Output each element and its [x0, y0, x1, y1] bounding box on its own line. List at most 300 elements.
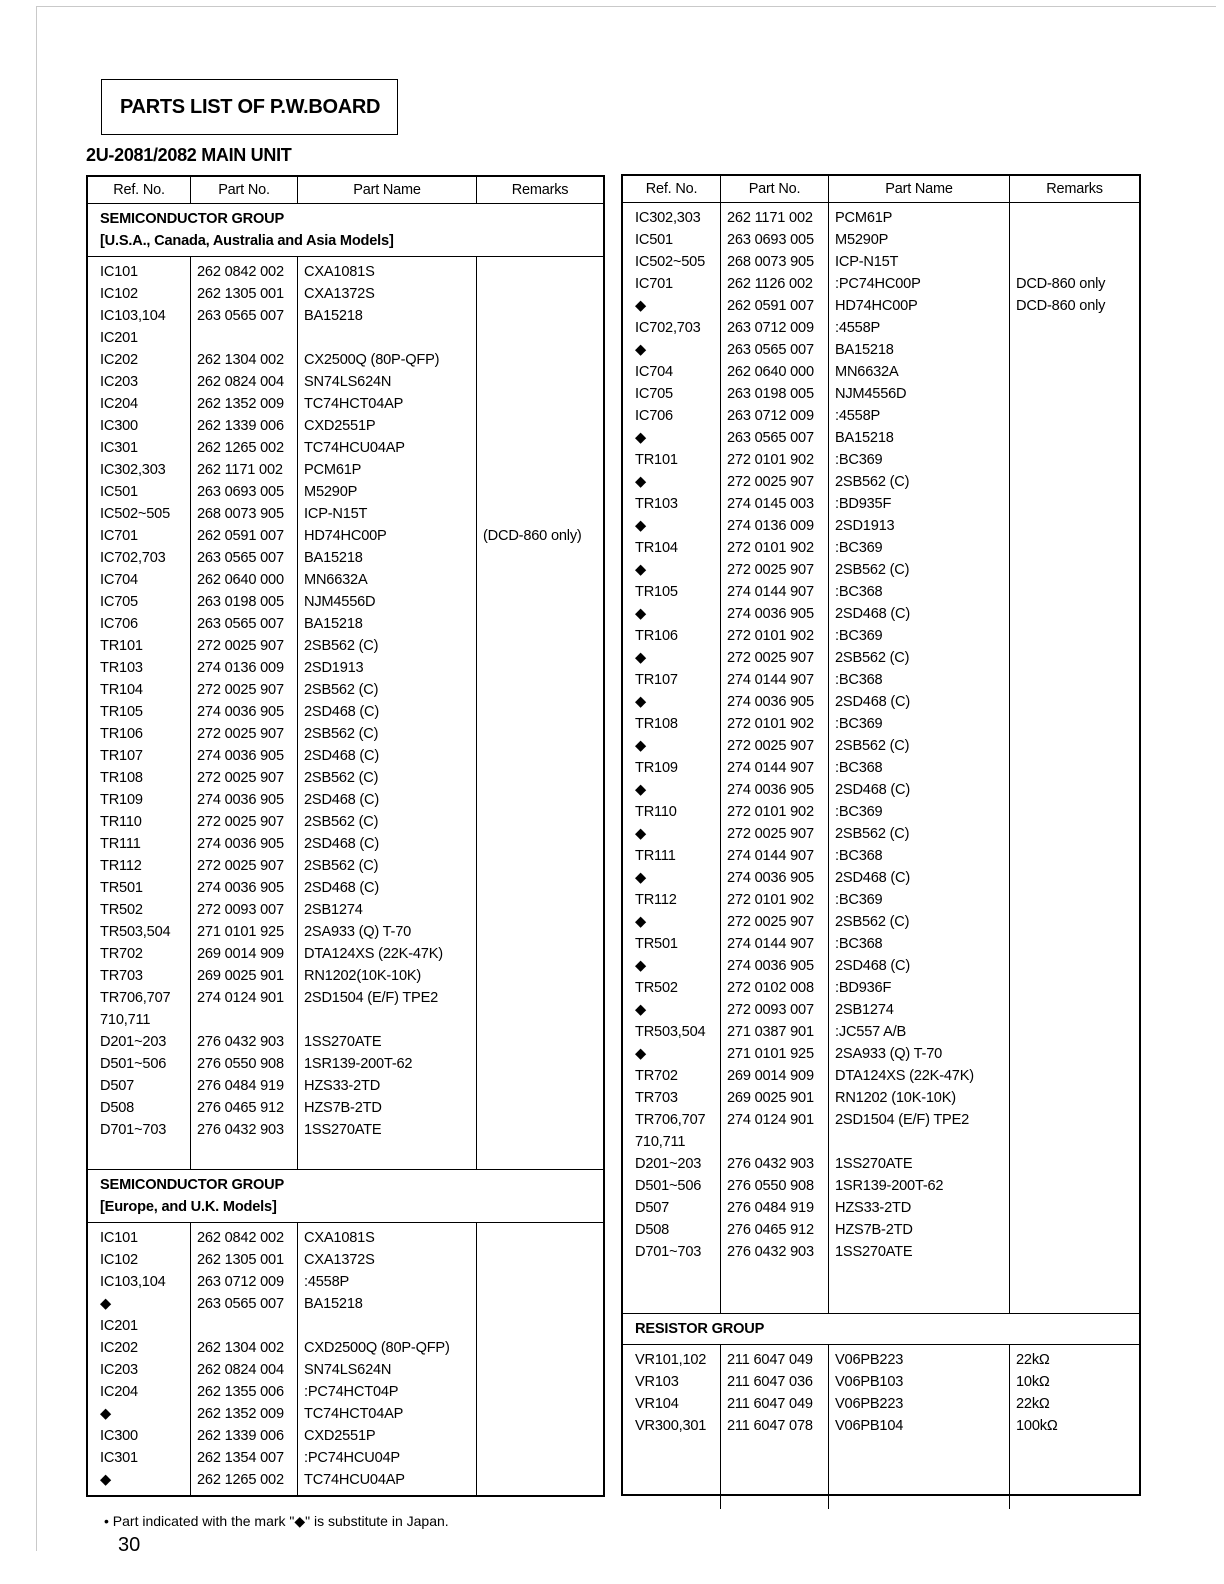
ref-no-cell: TR501: [100, 880, 143, 896]
ref-no-cell: IC706: [635, 408, 673, 424]
remarks-cell: [1010, 1109, 1139, 1131]
part-no-cell: 274 0144 907: [727, 936, 814, 952]
part-name-cell: [829, 1285, 1009, 1307]
section-heading-line: SEMICONDUCTOR GROUP: [100, 211, 285, 227]
part-name-cell: :PC74HC00P: [835, 276, 921, 292]
remarks-cell: [1010, 449, 1139, 471]
part-no-cell: 269 0025 901: [727, 1090, 814, 1106]
part-name-cell: PCM61P: [835, 210, 893, 226]
ref-no-cell: TR107: [100, 748, 143, 764]
ref-no-cell: TR112: [635, 892, 677, 908]
remarks-cell: [477, 1031, 603, 1053]
part-name-cell: RN1202 (10K-10K): [835, 1090, 956, 1106]
part-name-cell: :BC368: [835, 848, 883, 864]
ref-no-cell: ◆: [635, 694, 647, 710]
ref-no-cell: IC101: [100, 1230, 138, 1246]
ref-no-cell: IC300: [100, 418, 138, 434]
remarks-cell: [477, 1381, 603, 1403]
part-name-cell: 2SB562 (C): [304, 726, 379, 742]
remarks-cell: [477, 569, 603, 591]
part-name-cell: :4558P: [304, 1274, 350, 1290]
part-name-cell: 1SS270ATE: [304, 1034, 382, 1050]
ref-no-cell: 710,711: [635, 1134, 686, 1150]
part-name-cell: CXD2551P: [304, 1428, 376, 1444]
ref-no-cell: D508: [100, 1100, 135, 1116]
part-name-cell: ICP-N15T: [835, 254, 899, 270]
remarks-cell: [477, 745, 603, 767]
part-name-cell: :BD935F: [835, 496, 892, 512]
part-name-cell: BA15218: [304, 550, 363, 566]
ref-no-cell: IC501: [100, 484, 138, 500]
ref-no-cell: [623, 1437, 720, 1459]
remarks-cell: [477, 283, 603, 305]
remarks-cell: [1010, 1241, 1139, 1263]
remarks-cell: [477, 965, 603, 987]
remarks-cell: [1010, 1175, 1139, 1197]
ref-no-cell: [88, 1141, 190, 1163]
part-no-cell: 272 0093 007: [197, 902, 284, 918]
ref-no-cell: VR104: [635, 1396, 679, 1412]
remarks-cell: [477, 1053, 603, 1075]
part-no-cell: 272 0025 907: [727, 474, 814, 490]
part-name-cell: CXA1372S: [304, 1252, 375, 1268]
section-heading-line: SEMICONDUCTOR GROUP: [100, 1177, 285, 1193]
part-no-cell: 272 0025 907: [197, 770, 284, 786]
ref-no-cell: ◆: [100, 1472, 112, 1488]
remarks-cell: [477, 1075, 603, 1097]
ref-no-cell: IC706: [100, 616, 138, 632]
remarks-cell: [477, 1119, 603, 1141]
remarks-cell: [477, 789, 603, 811]
part-name-cell: V06PB104: [835, 1418, 904, 1434]
ref-no-cell: [623, 1459, 720, 1481]
parts-table-right: [621, 174, 1141, 1496]
part-no-cell: 271 0101 925: [197, 924, 284, 940]
ref-no-cell: IC203: [100, 374, 138, 390]
ref-no-cell: IC502~505: [100, 506, 171, 522]
part-name-cell: M5290P: [835, 232, 889, 248]
remarks-cell: [1010, 537, 1139, 559]
part-no-cell: 211 6047 049: [727, 1396, 813, 1412]
part-name-cell: HD74HC00P: [835, 298, 918, 314]
part-no-cell: 272 0025 907: [727, 738, 814, 754]
part-no-cell: [721, 1437, 828, 1459]
part-name-cell: 2SB562 (C): [835, 650, 910, 666]
table-header: [88, 177, 603, 204]
remarks-cell: DCD-860 only: [1016, 276, 1106, 292]
part-no-cell: 271 0387 901: [727, 1024, 814, 1040]
ref-no-cell: TR702: [100, 946, 143, 962]
section-heading: [88, 1169, 603, 1223]
ref-no-cell: IC301: [100, 440, 138, 456]
part-name-cell: :BC368: [835, 584, 883, 600]
remarks-cell: [1010, 1065, 1139, 1087]
part-no-cell: 272 0025 907: [727, 914, 814, 930]
part-name-cell: 2SB562 (C): [304, 770, 379, 786]
part-name-cell: :PC74HCU04P: [304, 1450, 400, 1466]
part-name-cell: HZS33-2TD: [835, 1200, 912, 1216]
part-no-cell: 262 1305 001: [197, 1252, 284, 1268]
part-no-cell: 272 0093 007: [727, 1002, 814, 1018]
column: [191, 257, 298, 1169]
remarks-cell: [477, 811, 603, 833]
ref-no-cell: ◆: [635, 1046, 647, 1062]
part-no-cell: 272 0101 902: [727, 452, 814, 468]
ref-no-cell: IC701: [635, 276, 673, 292]
remarks-cell: [477, 855, 603, 877]
remarks-cell: [1010, 1285, 1139, 1307]
part-no-cell: 276 0550 908: [197, 1056, 284, 1072]
ref-no-cell: IC705: [100, 594, 138, 610]
ref-no-cell: TR501: [635, 936, 678, 952]
ref-no-cell: [623, 1263, 720, 1285]
part-name-cell: 2SB562 (C): [835, 562, 910, 578]
part-no-cell: 274 0144 907: [727, 848, 814, 864]
part-no-cell: 269 0014 909: [197, 946, 284, 962]
part-name-cell: 2SD1504 (E/F) TPE2: [304, 990, 439, 1006]
remarks-cell: [477, 767, 603, 789]
ref-no-cell: TR108: [100, 770, 143, 786]
part-no-cell: 272 0025 907: [727, 562, 814, 578]
remarks-cell: [1010, 625, 1139, 647]
remarks-cell: [477, 1469, 603, 1491]
part-name-cell: CXA1372S: [304, 286, 375, 302]
ref-no-cell: TR101: [100, 638, 143, 654]
part-no-cell: 262 1305 001: [197, 286, 284, 302]
remarks-cell: [477, 591, 603, 613]
ref-no-cell: TR502: [635, 980, 678, 996]
part-name-cell: TC74HCT04AP: [304, 396, 404, 412]
remarks-cell: [477, 1403, 603, 1425]
part-no-cell: 276 0465 912: [197, 1100, 284, 1116]
ref-no-cell: ◆: [635, 782, 647, 798]
ref-no-cell: ◆: [635, 738, 647, 754]
part-name-cell: 2SA933 (Q) T-70: [304, 924, 412, 940]
remarks-cell: [477, 393, 603, 415]
part-no-cell: [721, 1459, 828, 1481]
ref-no-cell: IC103,104: [100, 308, 166, 324]
part-no-cell: [721, 1285, 828, 1307]
part-name-cell: MN6632A: [835, 364, 899, 380]
remarks-cell: [1010, 1131, 1139, 1153]
part-name-cell: HZS7B-2TD: [835, 1222, 913, 1238]
section-rows: [623, 203, 1139, 1313]
part-name-cell: 2SD1913: [304, 660, 364, 676]
part-no-cell: 262 0640 000: [727, 364, 814, 380]
remarks-cell: [477, 657, 603, 679]
part-no-cell: 276 0432 903: [727, 1244, 814, 1260]
column: [1010, 203, 1139, 1313]
remarks-cell: [1010, 251, 1139, 273]
remarks-cell: [477, 1337, 603, 1359]
part-name-cell: V06PB223: [835, 1396, 904, 1412]
remarks-cell: [1010, 515, 1139, 537]
part-name-cell: [829, 1131, 1009, 1153]
ref-no-cell: D701~703: [635, 1244, 702, 1260]
ref-no-cell: IC704: [100, 572, 138, 588]
remarks-cell: [1010, 1263, 1139, 1285]
part-no-cell: 272 0101 902: [727, 716, 814, 732]
remarks-cell: [477, 613, 603, 635]
ref-no-cell: IC204: [100, 1384, 138, 1400]
part-name-cell: 2SD468 (C): [835, 694, 911, 710]
part-no-cell: 272 0101 902: [727, 892, 814, 908]
remarks-cell: [1010, 229, 1139, 251]
part-no-cell: 274 0136 009: [727, 518, 814, 534]
ref-no-cell: D507: [635, 1200, 670, 1216]
ref-no-cell: IC202: [100, 352, 138, 368]
part-name-cell: 2SB1274: [304, 902, 363, 918]
part-name-cell: :BC369: [835, 452, 883, 468]
parts-table-left: [86, 175, 605, 1497]
ref-no-cell: IC501: [635, 232, 673, 248]
ref-no-cell: IC301: [100, 1450, 138, 1466]
remarks-cell: [1010, 669, 1139, 691]
remarks-cell: [1010, 1021, 1139, 1043]
part-name-cell: M5290P: [304, 484, 358, 500]
remarks-cell: [1010, 207, 1139, 229]
remarks-cell: 22kΩ: [1016, 1352, 1050, 1368]
part-no-cell: 262 1171 002: [197, 462, 283, 478]
part-no-cell: 276 0550 908: [727, 1178, 814, 1194]
part-name-cell: CX2500Q (80P-QFP): [304, 352, 440, 368]
part-no-cell: 262 1126 002: [727, 276, 813, 292]
part-name-cell: HZS33-2TD: [304, 1078, 381, 1094]
part-no-cell: 272 0025 907: [727, 650, 814, 666]
remarks-cell: [1010, 999, 1139, 1021]
part-no-cell: 262 1352 009: [197, 1406, 284, 1422]
ref-no-cell: TR502: [100, 902, 143, 918]
part-name-cell: DTA124XS (22K-47K): [835, 1068, 974, 1084]
part-no-cell: 274 0136 009: [197, 660, 284, 676]
page-title: PARTS LIST OF P.W.BOARD: [101, 79, 398, 135]
part-no-cell: 268 0073 905: [197, 506, 284, 522]
part-name-cell: BA15218: [304, 1296, 363, 1312]
part-name-cell: 2SD468 (C): [304, 792, 380, 808]
ref-no-cell: ◆: [635, 870, 647, 886]
ref-no-cell: ◆: [635, 298, 647, 314]
column: [298, 1223, 477, 1497]
part-name-cell: NJM4556D: [304, 594, 376, 610]
part-no-cell: [721, 1131, 828, 1153]
remarks-cell: [477, 921, 603, 943]
page-left-border: [36, 6, 37, 1551]
remarks-cell: [1010, 383, 1139, 405]
ref-no-cell: TR106: [635, 628, 678, 644]
remarks-cell: [477, 1141, 603, 1163]
part-name-cell: V06PB223: [835, 1352, 904, 1368]
part-no-cell: 274 0036 905: [727, 606, 814, 622]
remarks-cell: [477, 899, 603, 921]
ref-no-cell: TR110: [635, 804, 677, 820]
part-name-cell: [298, 1009, 476, 1031]
part-no-cell: 262 1304 002: [197, 1340, 284, 1356]
column: [721, 1345, 829, 1509]
part-no-cell: 272 0025 907: [197, 638, 284, 654]
part-no-cell: 263 0712 009: [197, 1274, 284, 1290]
part-name-cell: 2SD1913: [835, 518, 895, 534]
ref-no-cell: TR109: [100, 792, 143, 808]
part-no-cell: [721, 1481, 828, 1503]
remarks-cell: [477, 327, 603, 349]
ref-no-cell: IC102: [100, 286, 138, 302]
ref-no-cell: D201~203: [100, 1034, 167, 1050]
part-no-cell: 274 0145 003: [727, 496, 814, 512]
ref-no-cell: ◆: [635, 562, 647, 578]
part-no-cell: 262 1354 007: [197, 1450, 284, 1466]
ref-no-cell: IC702,703: [100, 550, 166, 566]
column-header: Part No.: [721, 176, 829, 202]
part-name-cell: 2SD468 (C): [304, 880, 380, 896]
part-no-cell: 271 0101 925: [727, 1046, 814, 1062]
part-no-cell: 263 0693 005: [197, 484, 284, 500]
part-no-cell: 274 0124 901: [197, 990, 284, 1006]
part-no-cell: 274 0144 907: [727, 672, 814, 688]
ref-no-cell: TR110: [100, 814, 142, 830]
ref-no-cell: TR107: [635, 672, 678, 688]
ref-no-cell: IC502~505: [635, 254, 706, 270]
part-name-cell: 2SB562 (C): [304, 814, 379, 830]
part-name-cell: 2SB562 (C): [835, 914, 910, 930]
remarks-cell: [1010, 911, 1139, 933]
part-no-cell: 272 0025 907: [197, 682, 284, 698]
remarks-cell: [1010, 889, 1139, 911]
part-no-cell: 263 0712 009: [727, 320, 814, 336]
ref-no-cell: TR111: [635, 848, 676, 864]
section-rows: [88, 257, 603, 1169]
part-name-cell: :4558P: [835, 320, 881, 336]
remarks-cell: [477, 371, 603, 393]
part-no-cell: 262 0640 000: [197, 572, 284, 588]
ref-no-cell: [623, 1285, 720, 1307]
column: [721, 203, 829, 1313]
remarks-cell: [477, 635, 603, 657]
column: [623, 1345, 721, 1509]
ref-no-cell: VR103: [635, 1374, 679, 1390]
remarks-cell: [477, 1293, 603, 1315]
remarks-cell: [1010, 603, 1139, 625]
remarks-cell: [1010, 1043, 1139, 1065]
part-name-cell: 2SD468 (C): [835, 958, 911, 974]
ref-no-cell: D201~203: [635, 1156, 702, 1172]
ref-no-cell: TR503,504: [100, 924, 171, 940]
part-no-cell: 262 0591 007: [727, 298, 814, 314]
part-name-cell: SN74LS624N: [304, 1362, 392, 1378]
part-no-cell: 272 0101 902: [727, 804, 814, 820]
remarks-cell: [1010, 339, 1139, 361]
ref-no-cell: TR105: [635, 584, 678, 600]
part-name-cell: [298, 1141, 476, 1163]
part-name-cell: BA15218: [304, 308, 363, 324]
part-no-cell: 262 1339 006: [197, 418, 284, 434]
part-no-cell: [191, 1141, 297, 1163]
part-name-cell: BA15218: [835, 430, 894, 446]
remarks-cell: [1010, 1153, 1139, 1175]
ref-no-cell: ◆: [635, 958, 647, 974]
column: [88, 257, 191, 1169]
page-top-border: [36, 6, 1216, 7]
part-name-cell: :BC369: [835, 892, 883, 908]
part-name-cell: RN1202(10K-10K): [304, 968, 422, 984]
part-name-cell: HZS7B-2TD: [304, 1100, 382, 1116]
part-name-cell: [298, 1315, 476, 1337]
remarks-cell: 10kΩ: [1016, 1374, 1050, 1390]
remarks-cell: [1010, 801, 1139, 823]
part-name-cell: :BC368: [835, 672, 883, 688]
ref-no-cell: IC201: [100, 330, 138, 346]
ref-no-cell: D701~703: [100, 1122, 167, 1138]
section-rows: [88, 1223, 603, 1497]
part-no-cell: 262 0824 004: [197, 1362, 284, 1378]
part-no-cell: 274 0144 907: [727, 584, 814, 600]
part-name-cell: 1SS270ATE: [835, 1156, 913, 1172]
section-heading-line: [Europe, and U.K. Models]: [100, 1199, 277, 1215]
part-no-cell: 262 0842 002: [197, 264, 284, 280]
section-heading-line: RESISTOR GROUP: [635, 1321, 765, 1337]
part-name-cell: TC74HCU04AP: [304, 1472, 405, 1488]
part-no-cell: 274 0036 905: [197, 792, 284, 808]
part-no-cell: 263 0565 007: [727, 430, 814, 446]
ref-no-cell: IC102: [100, 1252, 138, 1268]
column-header: Part Name: [298, 177, 477, 203]
part-no-cell: 276 0432 903: [727, 1156, 814, 1172]
part-no-cell: 262 1355 006: [197, 1384, 284, 1400]
part-no-cell: 274 0036 905: [727, 782, 814, 798]
part-name-cell: [829, 1263, 1009, 1285]
part-name-cell: TC74HCU04AP: [304, 440, 405, 456]
ref-no-cell: TR104: [635, 540, 678, 556]
ref-no-cell: [623, 1481, 720, 1503]
part-no-cell: 274 0036 905: [197, 880, 284, 896]
remarks-cell: [1010, 977, 1139, 999]
column: [1010, 1345, 1139, 1509]
ref-no-cell: D508: [635, 1222, 670, 1238]
remarks-cell: [1010, 493, 1139, 515]
remarks-cell: [477, 437, 603, 459]
part-no-cell: 263 0565 007: [727, 342, 814, 358]
column-header: Ref. No.: [88, 177, 191, 203]
ref-no-cell: ◆: [635, 342, 647, 358]
remarks-cell: [477, 349, 603, 371]
part-name-cell: NJM4556D: [835, 386, 907, 402]
ref-no-cell: ◆: [635, 474, 647, 490]
ref-no-cell: VR300,301: [635, 1418, 707, 1434]
ref-no-cell: ◆: [635, 606, 647, 622]
part-no-cell: 262 1352 009: [197, 396, 284, 412]
part-name-cell: DTA124XS (22K-47K): [304, 946, 443, 962]
ref-no-cell: TR706,707: [635, 1112, 706, 1128]
remarks-cell: [1010, 955, 1139, 977]
footnote: • Part indicated with the mark "◆" is substitute in Japan.: [104, 1513, 449, 1529]
section-heading-line: [U.S.A., Canada, Australia and Asia Models]: [100, 233, 394, 249]
remarks-cell: [1010, 757, 1139, 779]
column-header: Part Name: [829, 176, 1010, 202]
ref-no-cell: 710,711: [100, 1012, 151, 1028]
part-name-cell: 2SD468 (C): [304, 704, 380, 720]
remarks-cell: [1010, 779, 1139, 801]
ref-no-cell: TR106: [100, 726, 143, 742]
part-name-cell: :4558P: [835, 408, 881, 424]
remarks-cell: [1010, 691, 1139, 713]
part-no-cell: [191, 1009, 297, 1031]
table-header: [623, 176, 1139, 203]
ref-no-cell: TR109: [635, 760, 678, 776]
part-no-cell: 272 0102 008: [727, 980, 814, 996]
part-name-cell: BA15218: [304, 616, 363, 632]
part-no-cell: 272 0025 907: [197, 814, 284, 830]
remarks-cell: [477, 1097, 603, 1119]
remarks-cell: [1010, 713, 1139, 735]
